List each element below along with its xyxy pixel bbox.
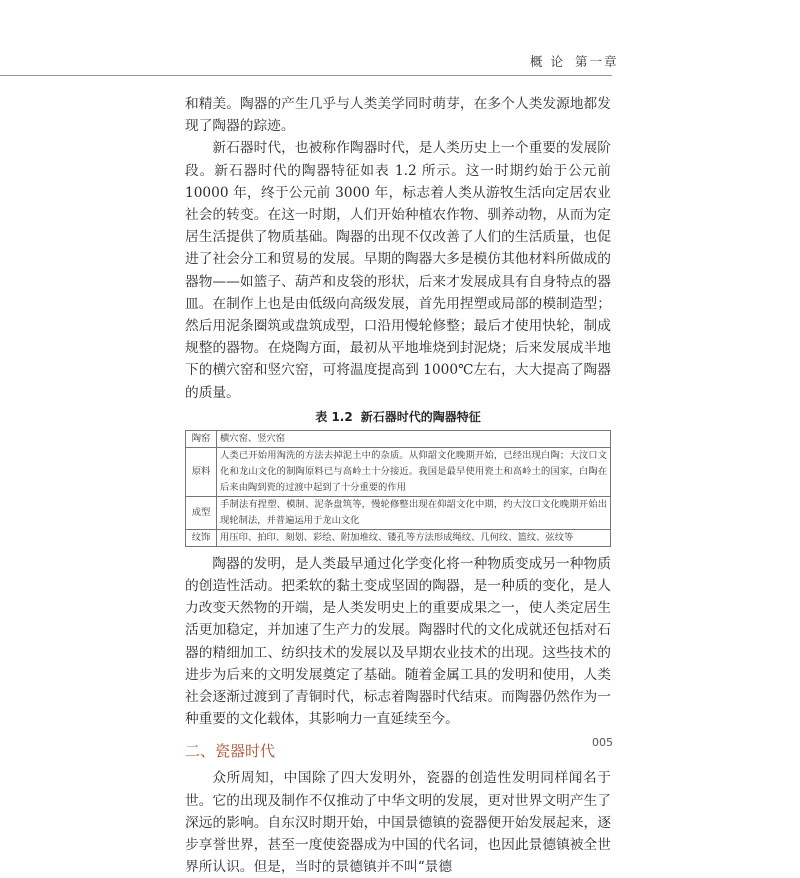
header-section-title: 概 论 [530,54,565,69]
paragraph-porcelain: 众所周知，中国除了四大发明外，瓷器的创造性发明同样闻名于世。它的出现及制作不仅推动了中华文明的发展，更对世界文明产生了深远的影响。自东汉时期开始，中国景德镇的瓷器便开始发展起来，逐步享誉世界，甚至一度使瓷器成为中国的代名词，也因此景德镇被全世界所认识。但是，当时的景德镇并不叫“景德 [185,770,611,876]
table-row-category: 原料 [186,447,217,496]
page-body [185,93,611,878]
table-row-category: 成型 [186,496,217,529]
table-row [186,529,611,546]
table-row-description: 手制法有捏塑、模制、泥条盘筑等，慢轮修整出现在仰韶文化中期，约大汶口文化晚期开始出现轮制法，并普遍运用于龙山文化 [217,496,611,529]
page-number: 005 [592,736,613,749]
table-row [186,447,611,496]
table-caption [185,408,611,425]
paragraph-continuation: 和精美。陶器的产生几乎与人类美学同时萌芽，在多个人类发源地都发现了陶器的踪迹。 [185,96,611,135]
paragraph-invention: 陶器的发明，是人类最早通过化学变化将一种物质变成另一种物质的创造性活动。把柔软的黏土变成坚固的陶器，是一种质的变化，是人力改变天然物的开端，是人类发明史上的重要成果之一，使人类定居生活更加稳定，并加速了生产力的发展。陶器时代的文化成就还包括对石器的精细加工、纺织技术的发展以及早期农业技术的出现。这些技术的进步为后来的文明发展奠定了基础。随着金属工具的发明和使用，人类社会逐渐过渡到了青铜时代，标志着陶器时代结束。而陶器仍然作为一种重要的文化载体，其影响力一直延续至今。 [185,555,611,728]
table-title: 新石器时代的陶器特征 [360,409,481,424]
table-row-category: 纹饰 [186,529,217,546]
header-rule [0,75,612,76]
table-row-category: 陶窑 [186,430,217,447]
table-row-description: 人类已开始用淘洗的方法去掉泥土中的杂质。从仰韶文化晚期开始，已经出现白陶；大汶口文化和龙山文化的制陶原料已与高岭土十分接近。我国是最早使用瓷土和高岭土的国家，白陶在后来由陶到瓷的过渡中起到了十分重要的作用 [217,447,611,496]
table-number: 表 1.2 [315,409,353,424]
running-header [530,52,619,70]
pottery-features-table [185,430,611,547]
section-heading: 二、瓷器时代 [185,742,276,761]
table-row [186,430,611,447]
table-row-description: 用压印、拍印、刻划、彩绘、附加堆纹、镂孔等方法形成绳纹、几何纹、篮纹、弦纹等 [217,529,611,546]
header-chapter-label: 第一章 [574,54,619,69]
table-row-description: 横穴窑、竖穴窑 [217,430,611,447]
paragraph-neolithic: 新石器时代，也被称作陶器时代，是人类历史上一个重要的发展阶段。新石器时代的陶器特征如表 1.2 所示。这一时期约始于公元前 10000 年，终于公元前 3000 年，标志着人类从游牧生活向定居农业社会的转变。在这一时期，人们开始种植农作物、驯养动物，从而为定居生活提供了物质基础。陶器的出现不仅改善了人们的生活质量，也促进了社会分工和贸易的发展。早期的陶器大多是模仿其他材料所做成的器物——如篮子、葫芦和皮袋的形状，后来才发展成具有自身特点的器皿。在制作上也是由低级向高级发展，首先用捏塑或局部的模制造型；然后用泥条圈筑或盘筑成型，口沿用慢轮修整；最后才使用快轮，制成规整的器物。在烧陶方面，最初从平地堆烧到封泥烧；后来发展成半地下的横穴窑和竖穴窑，可将温度提高到 1000℃左右，大大提高了陶器的质量。 [185,140,611,401]
table-row [186,496,611,529]
